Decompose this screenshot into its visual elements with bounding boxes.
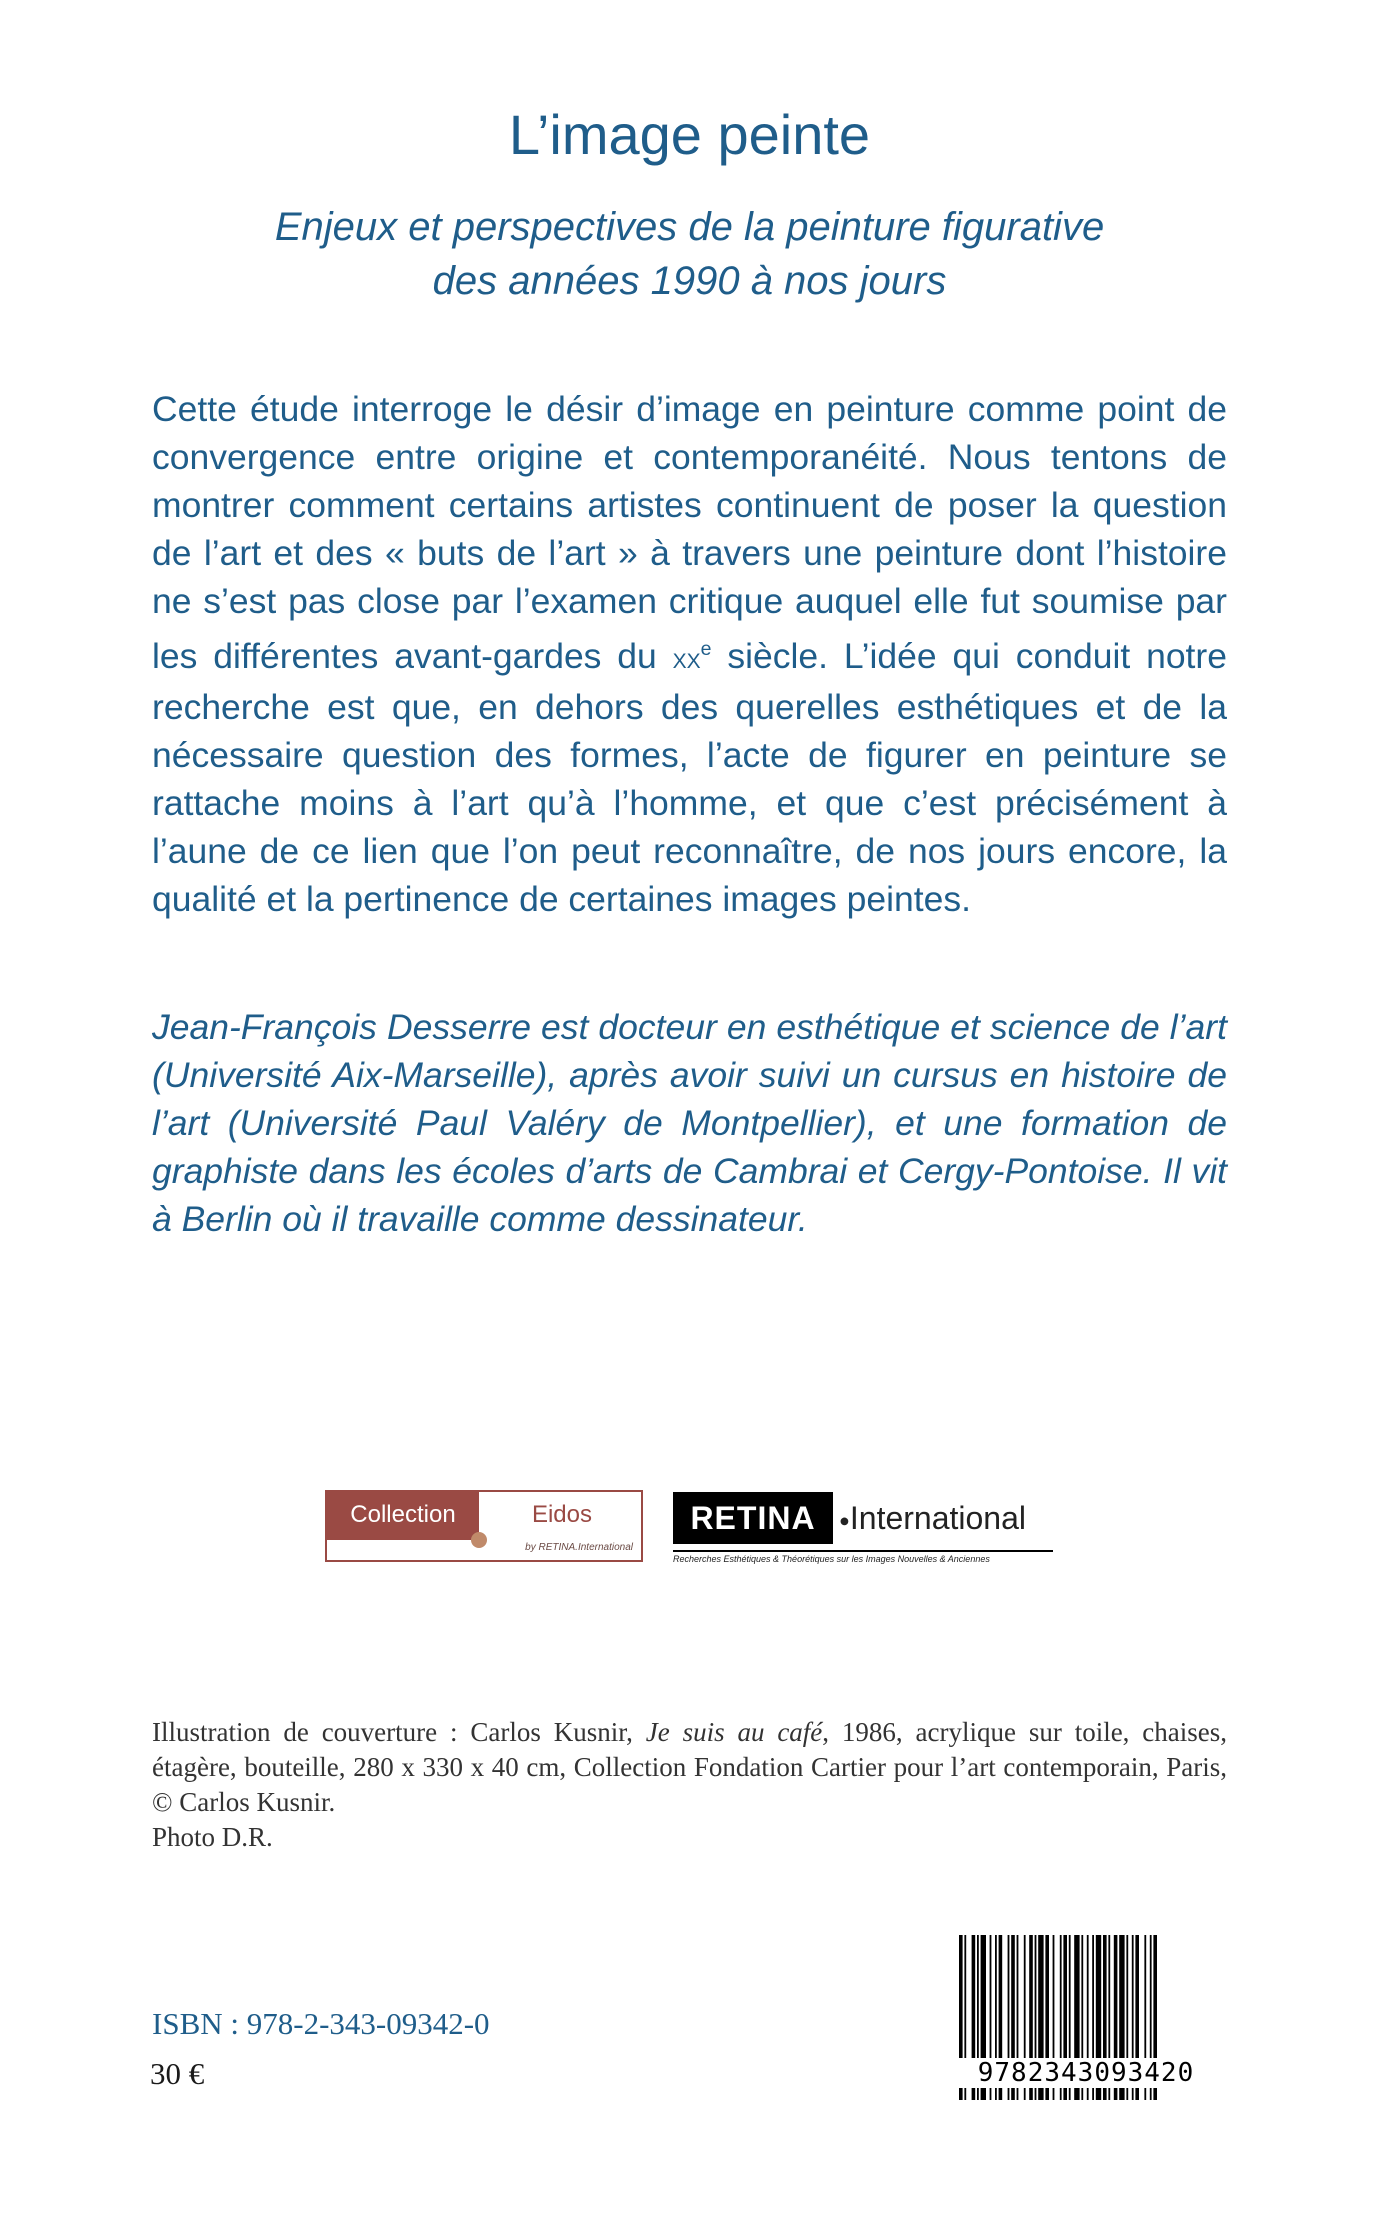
century-numeral: xx [672, 641, 701, 675]
logo-dot-icon [471, 1532, 487, 1548]
collection-by: by RETINA.International [525, 1542, 633, 1553]
credits-work-title: Je suis au café [645, 1717, 823, 1747]
summary-part-2: siècle. L’idée qui conduit notre recherche est que, en dehors des querelles esthétiques et de la nécessaire question des formes, l’acte de figurer en peinture se rattache moins à l’art qu’à l’homme, et que c’est précisément à l’aune de ce lien que l’on peut reconnaître, de nos jours encore, la qualité et la pertinence de certaines images peintes. [152, 635, 1227, 919]
publisher-logos [325, 1490, 1065, 1570]
summary-part-1: Cette étude interroge le désir d’image en peinture comme point de convergence entre origine et contemporanéité. Nous tentons de montrer comment certains artistes continuent de poser la question de l’art et des « buts de l’art » à travers une peinture dont l’histoire ne s’est pas close par l’examen critique auquel elle fut soumise par les différentes avant-gardes du [152, 389, 1227, 676]
subtitle-line-1: Enjeux et perspectives de la peinture figurative [274, 205, 1105, 249]
book-subtitle [0, 200, 1379, 308]
collection-label: Collection [327, 1492, 479, 1540]
author-bio [152, 1003, 1227, 1243]
retina-box: RETINA [673, 1492, 833, 1544]
cover-credits [152, 1715, 1227, 1855]
author-name: Jean-François Desserre [152, 1007, 531, 1047]
photo-credit: Photo D.R. [152, 1822, 273, 1852]
retina-tagline: Recherches Esthétiques & Théorétiques sur les Images Nouvelles & Anciennes [673, 1550, 1053, 1564]
century-superscript: e [700, 638, 712, 660]
collection-name: Eidos [531, 1501, 593, 1528]
credits-prefix: Illustration de couverture : Carlos Kusnir, [152, 1717, 646, 1747]
book-summary [152, 385, 1227, 923]
collection-eidos-logo [325, 1490, 643, 1562]
retina-rest-text: International [849, 1500, 1026, 1536]
retina-rest [839, 1492, 1026, 1547]
price: 30 € [150, 2056, 205, 2091]
book-title: L’image peinte [508, 103, 871, 166]
author-bio-text: est docteur en esthétique et science de l’art (Université Aix-Marseille), après avoir suivi un cursus en histoire de l’art (Université Paul Valéry de Montpellier), et une formation de graphiste dans les écoles d’arts de Cambrai et Cergy-Pontoise. Il vit à Berlin où il travaille comme dessinateur. [152, 1007, 1227, 1239]
credits-suffix: , 1986, acrylique sur toile, chaises, étagère, bouteille, 280 x 330 x 40 cm, Collection Fondation Cartier pour l’art contemporain, Paris, © Carlos Kusnir. [152, 1717, 1228, 1817]
barcode-digits: 9782343093420 [955, 2058, 1217, 2088]
retina-international-logo [673, 1490, 1053, 1562]
subtitle-line-2: des années 1990 à nos jours [432, 259, 947, 303]
retina-dot-icon: ● [839, 1510, 850, 1531]
isbn: ISBN : 978-2-343-09342-0 [152, 2006, 490, 2041]
